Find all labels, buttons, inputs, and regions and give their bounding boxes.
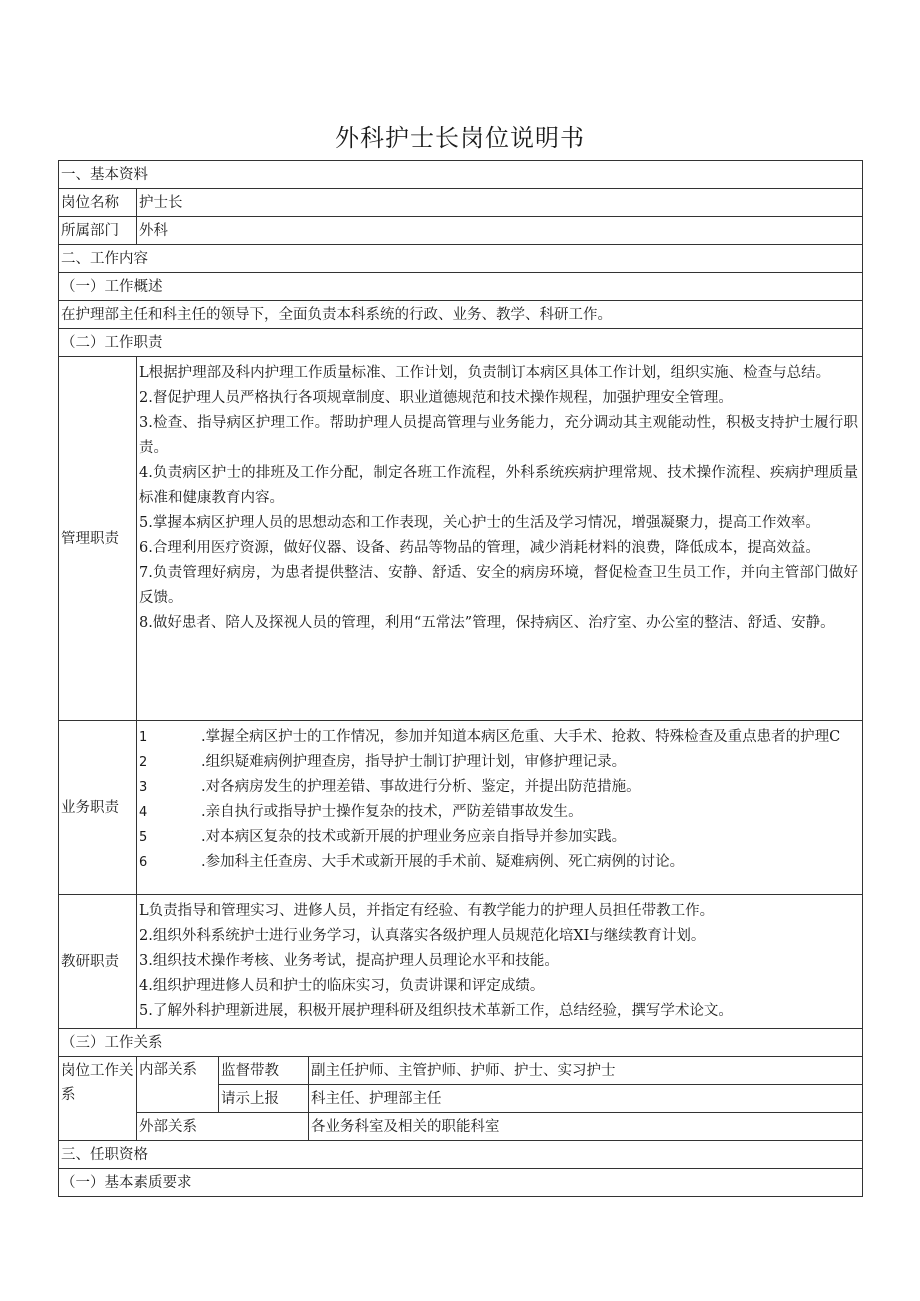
business-duties-label: 业务职责 xyxy=(59,721,137,895)
teaching-duties-label: 教研职责 xyxy=(59,895,137,1029)
section-qualifications: 三、任职资格 xyxy=(59,1141,863,1169)
business-duties-list xyxy=(137,721,863,895)
list-item: 5.掌握本病区护理人员的思想动态和工作表现，关心护士的生活及学习情况，增强凝聚力，提高工作效率。 xyxy=(139,515,820,531)
external-relations-label: 外部关系 xyxy=(137,1113,309,1141)
list-item: 4.负责病区护士的排班及工作分配，制定各班工作流程，外科系统疾病护理常规、技术操作流程、疾病护理质量标准和健康教育内容。 xyxy=(139,465,858,506)
management-duties-label: 管理职责 xyxy=(59,357,137,721)
position-name-label: 岗位名称 xyxy=(59,189,137,217)
work-relations-label: 岗位工作关系 xyxy=(59,1057,137,1141)
list-item: 4.组织护理进修人员和护士的临床实习，负责讲课和评定成绩。 xyxy=(139,978,545,994)
section-work-content: 二、工作内容 xyxy=(59,245,863,273)
section-basic-info: 一、基本资料 xyxy=(59,161,863,189)
list-item: 3.组织技术操作考核、业务考试，提高护理人员理论水平和技能。 xyxy=(139,953,559,969)
department-value: 外科 xyxy=(137,217,863,245)
relations-heading: （三）工作关系 xyxy=(59,1029,863,1057)
teaching-duties-list xyxy=(137,895,863,1029)
list-item: 2 .组织疑难病例护理查房，指导护士制订护理计划，审修护理记录。 xyxy=(139,754,627,770)
list-item: 2.组织外科系统护士进行业务学习，认真落实各级护理人员规范化培XI与继续教育计划。 xyxy=(139,928,706,944)
list-item: 6 .参加科主任查房、大手术或新开展的手术前、疑难病例、死亡病例的讨论。 xyxy=(139,854,685,870)
overview-text: 在护理部主任和科主任的领导下，全面负责本科系统的行政、业务、教学、科研工作。 xyxy=(59,301,863,329)
supervise-value: 副主任护师、主管护师、护师、护士、实习护士 xyxy=(309,1057,863,1085)
list-item: L负责指导和管理实习、进修人员，并指定有经验、有教学能力的护理人员担任带教工作。 xyxy=(139,903,715,919)
list-item: L根据护理部及科内护理工作质量标准、工作计划，负责制订本病区具体工作计划，组织实施、检查与总结。 xyxy=(139,365,831,381)
list-item: 7.负责管理好病房，为患者提供整洁、安静、舒适、安全的病房环境，督促检查卫生员工作，并向主管部门做好反馈。 xyxy=(139,565,858,606)
list-item: 2.督促护理人员严格执行各项规章制度、职业道德规范和技术操作规程，加强护理安全管理。 xyxy=(139,390,733,406)
position-name-value: 护士长 xyxy=(137,189,863,217)
list-item: 6.合理利用医疗资源，做好仪器、设备、药品等物品的管理，减少消耗材料的浪费，降低成本，提高效益。 xyxy=(139,540,820,556)
list-item: 8.做好患者、陪人及探视人员的管理，利用“五常法”管理，保持病区、治疗室、办公室的整洁、舒适、安静。 xyxy=(139,615,835,631)
internal-relations-label: 内部关系 xyxy=(137,1057,219,1113)
job-description-table xyxy=(58,160,863,1197)
list-item: 4 .亲自执行或指导护士操作复杂的技术，严防差错事故发生。 xyxy=(139,804,583,820)
overview-heading: （一）工作概述 xyxy=(59,273,863,301)
page-title: 外科护士长岗位说明书 xyxy=(335,124,585,152)
management-duties-list xyxy=(137,357,863,721)
list-item: 3 .对各病房发生的护理差错、事故进行分析、鉴定，并提出防范措施。 xyxy=(139,779,641,795)
list-item: 5.了解外科护理新进展，积极开展护理科研及组织技术革新工作，总结经验，撰写学术论文。 xyxy=(139,1003,733,1019)
list-item: 5 .对本病区复杂的技术或新开展的护理业务应亲自指导并参加实践。 xyxy=(139,829,627,845)
external-relations-value: 各业务科室及相关的职能科室 xyxy=(309,1113,863,1141)
list-item: 1 .掌握全病区护士的工作情况，参加并知道本病区危重、大手术、抢救、特殊检查及重点患者的护理C xyxy=(139,729,841,745)
supervise-label: 监督带教 xyxy=(219,1057,309,1085)
department-label: 所属部门 xyxy=(59,217,137,245)
basic-quality-heading: （一）基本素质要求 xyxy=(59,1169,863,1197)
duties-heading: （二）工作职责 xyxy=(59,329,863,357)
report-label: 请示上报 xyxy=(219,1085,309,1113)
list-item: 3.检查、指导病区护理工作。帮助护理人员提高管理与业务能力，充分调动其主观能动性，积极支持护士履行职责。 xyxy=(139,415,858,456)
report-value: 科主任、护理部主任 xyxy=(309,1085,863,1113)
